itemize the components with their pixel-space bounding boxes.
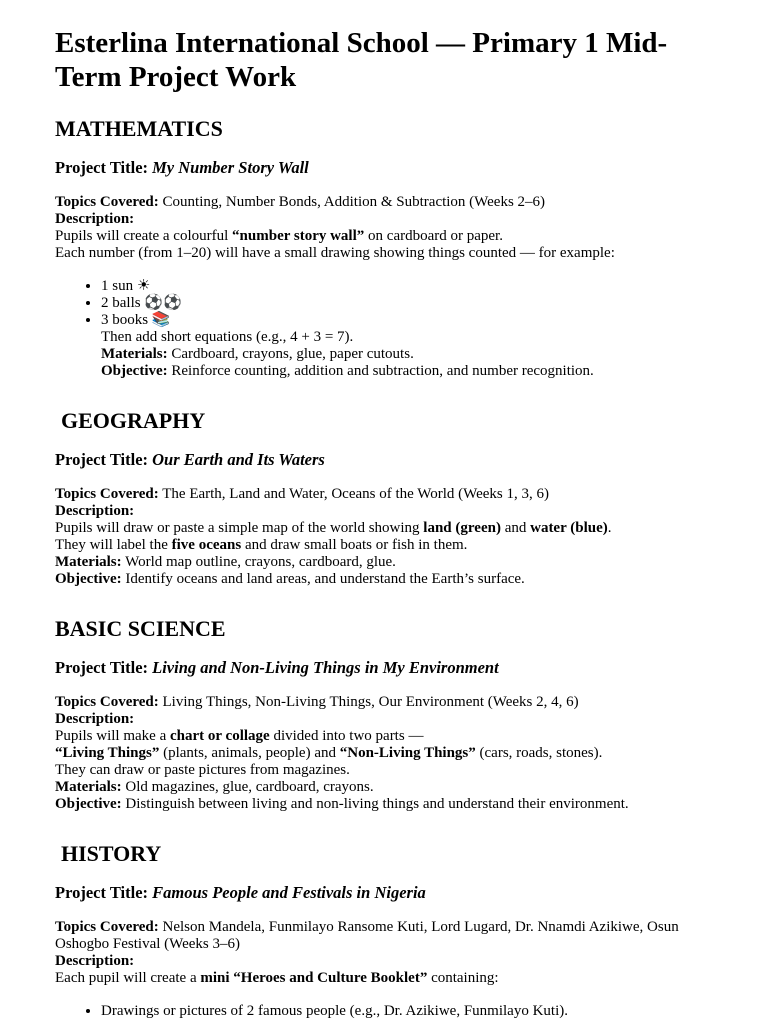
mathematics-heading: MATHEMATICS bbox=[55, 116, 223, 141]
basic-science-heading: BASIC SCIENCE bbox=[55, 616, 226, 641]
geography-section bbox=[55, 408, 728, 588]
sci-topics: Topics Covered: Living Things, Non-Living Things, Our Environment (Weeks 2, 4, 6) bbox=[55, 694, 579, 710]
sci-description-line-1: Pupils will make a chart or collage divided into two parts — bbox=[55, 728, 424, 744]
geo-description-label: Description: bbox=[55, 503, 135, 519]
document-title: Esterlina International School — Primary 1 Mid-Term Project Work bbox=[55, 27, 668, 93]
math-description-line-1: Pupils will create a colourful “number story wall” on cardboard or paper. bbox=[55, 228, 503, 244]
hist-description-label: Description: bbox=[55, 953, 135, 969]
list-item: • Drawings or pictures of 2 famous people (e.g., Dr. Azikiwe, Funmilayo Kuti). bbox=[101, 1003, 728, 1020]
math-examples-list bbox=[55, 278, 728, 329]
sci-objective: Objective: Distinguish between living and non-living things and understand their environment. bbox=[55, 796, 629, 812]
history-heading: HISTORY bbox=[61, 841, 162, 866]
math-description-label: Description: bbox=[55, 211, 135, 227]
math-project-title-text: My Number Story Wall bbox=[152, 158, 309, 177]
list-item: • 3 books 📚 bbox=[101, 312, 728, 329]
math-objective: Objective: Reinforce counting, addition and subtraction, and number recognition. bbox=[101, 363, 594, 379]
topics-label: Topics Covered: bbox=[55, 194, 159, 210]
sci-project-title: Project Title: Living and Non-Living Things in My Environment bbox=[55, 658, 499, 677]
math-materials: Materials: Cardboard, crayons, glue, paper cutouts. bbox=[101, 346, 414, 362]
math-equations: Then add short equations (e.g., 4 + 3 = 7). bbox=[101, 329, 354, 345]
list-item: • 2 balls ⚽⚽ bbox=[101, 295, 728, 312]
geo-topics: Topics Covered: The Earth, Land and Water, Oceans of the World (Weeks 1, 3, 6) bbox=[55, 486, 550, 502]
math-project-title bbox=[55, 158, 728, 178]
list-item: • 1 sun ☀ bbox=[101, 278, 728, 295]
geo-description-line-2: They will label the five oceans and draw small boats or fish in them. bbox=[55, 537, 468, 553]
geo-objective: Objective: Identify oceans and land areas, and understand the Earth’s surface. bbox=[55, 571, 525, 587]
hist-description-line-1: Each pupil will create a mini “Heroes and Culture Booklet” containing: bbox=[55, 970, 499, 986]
history-section bbox=[55, 841, 728, 1020]
geo-project-title: Project Title: Our Earth and Its Waters bbox=[55, 450, 325, 469]
math-description-line-2: Each number (from 1–20) will have a small drawing showing things counted — for example: bbox=[55, 245, 615, 261]
sci-materials: Materials: Old magazines, glue, cardboard, crayons. bbox=[55, 779, 374, 795]
sci-description-line-3: They can draw or paste pictures from magazines. bbox=[55, 762, 350, 778]
project-title-label: Project Title: bbox=[55, 158, 149, 177]
geography-heading: GEOGRAPHY bbox=[61, 408, 206, 433]
hist-topics: Topics Covered: Nelson Mandela, Funmilayo Ransome Kuti, Lord Lugard, Dr. Nnamdi Azikiwe, Osun Oshogbo Festival (Weeks 3–6) bbox=[55, 919, 679, 952]
hist-booklet-list bbox=[55, 1003, 728, 1020]
math-topics bbox=[55, 194, 728, 211]
geo-description-line-1: Pupils will draw or paste a simple map of the world showing land (green) and water (blue). bbox=[55, 520, 612, 536]
sci-description-label: Description: bbox=[55, 711, 135, 727]
mathematics-section bbox=[55, 116, 728, 380]
math-topics-text: Counting, Number Bonds, Addition & Subtraction (Weeks 2–6) bbox=[162, 194, 546, 210]
geo-materials: Materials: World map outline, crayons, cardboard, glue. bbox=[55, 554, 396, 570]
hist-project-title: Project Title: Famous People and Festivals in Nigeria bbox=[55, 883, 426, 902]
sci-description-line-2: “Living Things” (plants, animals, people) and “Non-Living Things” (cars, roads, stones). bbox=[55, 745, 603, 761]
basic-science-section bbox=[55, 616, 728, 813]
